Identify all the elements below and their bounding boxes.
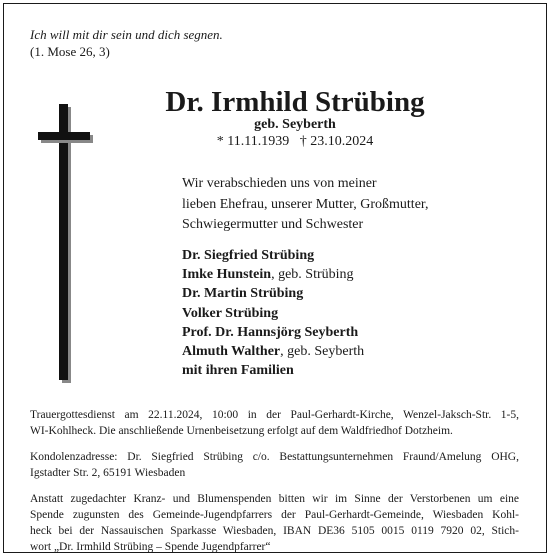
family-member-suffix: , geb. Seyberth: [280, 344, 365, 360]
family-list: [182, 246, 364, 380]
donation-request: [30, 491, 519, 555]
family-member-name: Almuth Walther: [182, 344, 281, 360]
message-line: Wir verabschieden uns von meiner: [182, 176, 377, 191]
donation-line: Anstatt zugedachter Kranz- und Blumenspenden bitten wir im Sinne der Verstorbenen um eine: [30, 493, 519, 505]
condolence-line: Kondolenzadresse: Dr. Siegfried Strübing c/o. Bestattungsunternehmen Fraund/Amelung OHG,: [30, 451, 519, 463]
family-member: [182, 342, 364, 361]
service-line: WI-Kohlheck. Die anschließende Urnenbeisetzung erfolgt auf dem Waldfriedhof Dotzheim.: [30, 425, 453, 437]
service-info: [30, 407, 519, 439]
deceased-name: Dr. Irmhild Strübing: [165, 86, 425, 118]
verse-reference: (1. Mose 26, 3): [30, 44, 110, 59]
condolence-address: [30, 449, 519, 481]
family-member: [182, 304, 364, 323]
family-member-name: Imke Hunstein: [182, 267, 272, 283]
family-member: [182, 361, 364, 380]
message-line: lieben Ehefrau, unserer Mutter, Großmutter,: [182, 196, 429, 212]
family-member-name: Dr. Martin Strübing: [182, 286, 304, 302]
bible-verse: [30, 26, 223, 60]
family-member: [182, 265, 364, 284]
family-member-name: mit ihren Familien: [182, 363, 294, 379]
family-member: [182, 284, 364, 303]
family-member-name: Volker Strübing: [182, 305, 279, 321]
verse-text: Ich will mit dir sein und dich segnen.: [30, 27, 223, 42]
family-member-name: Dr. Siegfried Strübing: [182, 248, 315, 263]
birth-name: geb. Seyberth: [254, 117, 336, 132]
life-dates: * 11.11.1939 † 23.10.2024: [216, 134, 374, 149]
family-member: [182, 323, 364, 342]
donation-line: wort „Dr. Irmhild Strübing – Spende Jugendpfarrer“: [30, 541, 271, 553]
condolence-line: Igstadter Str. 2, 65191 Wiesbaden: [30, 467, 186, 479]
message-line: Schwiegermutter und Schwester: [182, 217, 364, 232]
service-line: Trauergottesdienst am 22.11.2024, 10:00 in der Paul-Gerhardt-Kirche, Wenzel-Jaksch-Str. 1-5,: [30, 409, 519, 421]
family-member: [182, 246, 364, 265]
family-member-suffix: , geb. Strübing: [271, 267, 354, 283]
farewell-message: [182, 174, 429, 236]
donation-line: Spende zugunsten des Gemeinde-Jugendpfarrers der Paul-Gerhardt-Gemeinde, Wiesbaden Kohl-: [30, 509, 519, 521]
family-member-name: Prof. Dr. Hannsjörg Seyberth: [182, 324, 359, 340]
donation-line: heck bei der Nassauischen Sparkasse Wiesbaden, IBAN DE36 5105 0015 0119 7920 02, Stich-: [30, 525, 519, 537]
